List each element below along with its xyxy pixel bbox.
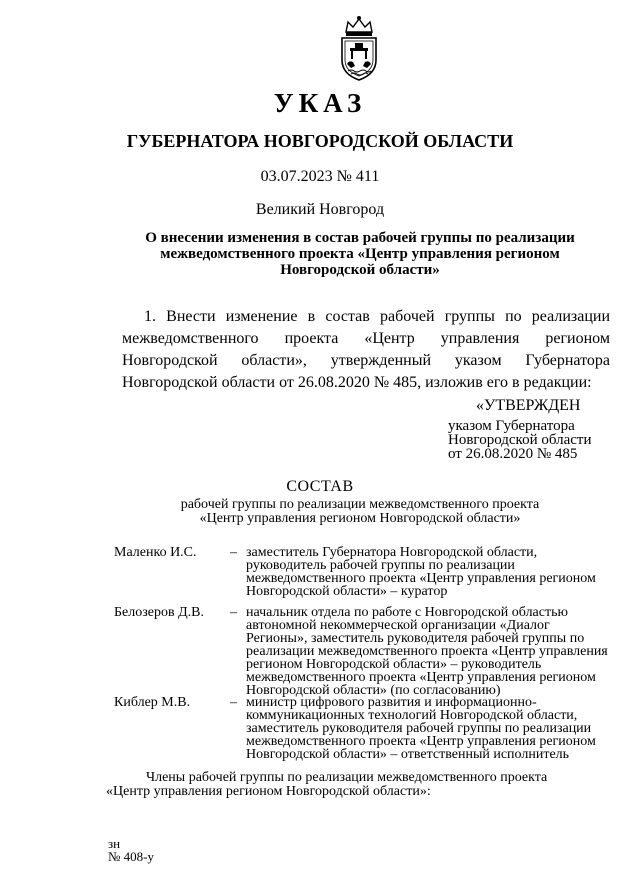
member-dash: – (230, 605, 237, 620)
issuer-title: ГУБЕРНАТОРА НОВГОРОДСКОЙ ОБЛАСТИ (126, 131, 514, 151)
approval-block (448, 399, 628, 461)
member-role: начальник отдела по работе с Новгородской областью автономной некоммерческой организации «Диалог Регионы», заместитель руководителя рабочей группы по реализации межведомственного проекта «Центр управления регионом Новгородской области» – руководитель межведомственного проекта «Центр управления регионом Новгородской области» (по согласованию) (246, 605, 608, 698)
approval-line: указом Губернатора (448, 418, 575, 434)
approval-line: от 26.08.2020 № 485 (448, 446, 578, 462)
subject-heading (130, 230, 590, 278)
members-intro (106, 771, 606, 799)
subject-line: межведомственного проекта «Центр управления регионом (160, 246, 560, 262)
member-role: министр цифрового развития и информационно-коммуникационных технологий Новгородской области, заместитель руководителя рабочей группы по реализации межведомственного проекта «Центр управления регионом Новгородской области» – ответственный исполнитель (246, 695, 596, 762)
members-intro-line: Члены рабочей группы по реализации межведомственного проекта (146, 770, 548, 785)
paragraph-text: 1. Внести изменение в состав рабочей группы по реализации межведомственного проекта «Центр управления регионом Новгородской области», утвержденный указом Губернатора Новгородской области от 26.08.2020 № 485, изложив его в редакции: (122, 308, 610, 391)
composition-title: СОСТАВ (286, 478, 354, 495)
approval-line: Новгородской области (448, 432, 592, 448)
member-name: Белозеров Д.В. (114, 605, 204, 620)
member-name: Киблер М.В. (114, 695, 191, 710)
date-number: 03.07.2023 № 411 (260, 168, 380, 185)
member-dash: – (230, 545, 237, 560)
footer-mark (108, 837, 154, 863)
subtitle-line: рабочей группы по реализации межведомственного проекта (180, 497, 540, 512)
subject-line: О внесении изменения в состав рабочей группы по реализации (145, 230, 575, 246)
member-name: Маленко И.С. (114, 545, 197, 560)
member-role: заместитель Губернатора Новгородской области, руководитель рабочей группы по реализации межведомственного проекта «Центр управления регионом Новгородской области» – куратор (246, 545, 596, 599)
body-paragraph (122, 306, 610, 394)
approval-head: «УТВЕРЖДЕН (476, 397, 581, 414)
subject-line: Новгородской области» (280, 262, 440, 278)
document-type: УКАЗ (273, 88, 367, 118)
novgorod-coat-of-arms-icon (336, 14, 382, 82)
city: Великий Новгород (255, 201, 385, 218)
members-intro-line: «Центр управления регионом Новгородской области»: (106, 784, 431, 799)
member-dash: – (230, 695, 237, 710)
subtitle-line: «Центр управления регионом Новгородской области» (199, 511, 521, 526)
footer-initials: зн (108, 836, 121, 851)
footer-number: № 408-у (108, 849, 154, 864)
composition-subtitle (130, 498, 590, 526)
